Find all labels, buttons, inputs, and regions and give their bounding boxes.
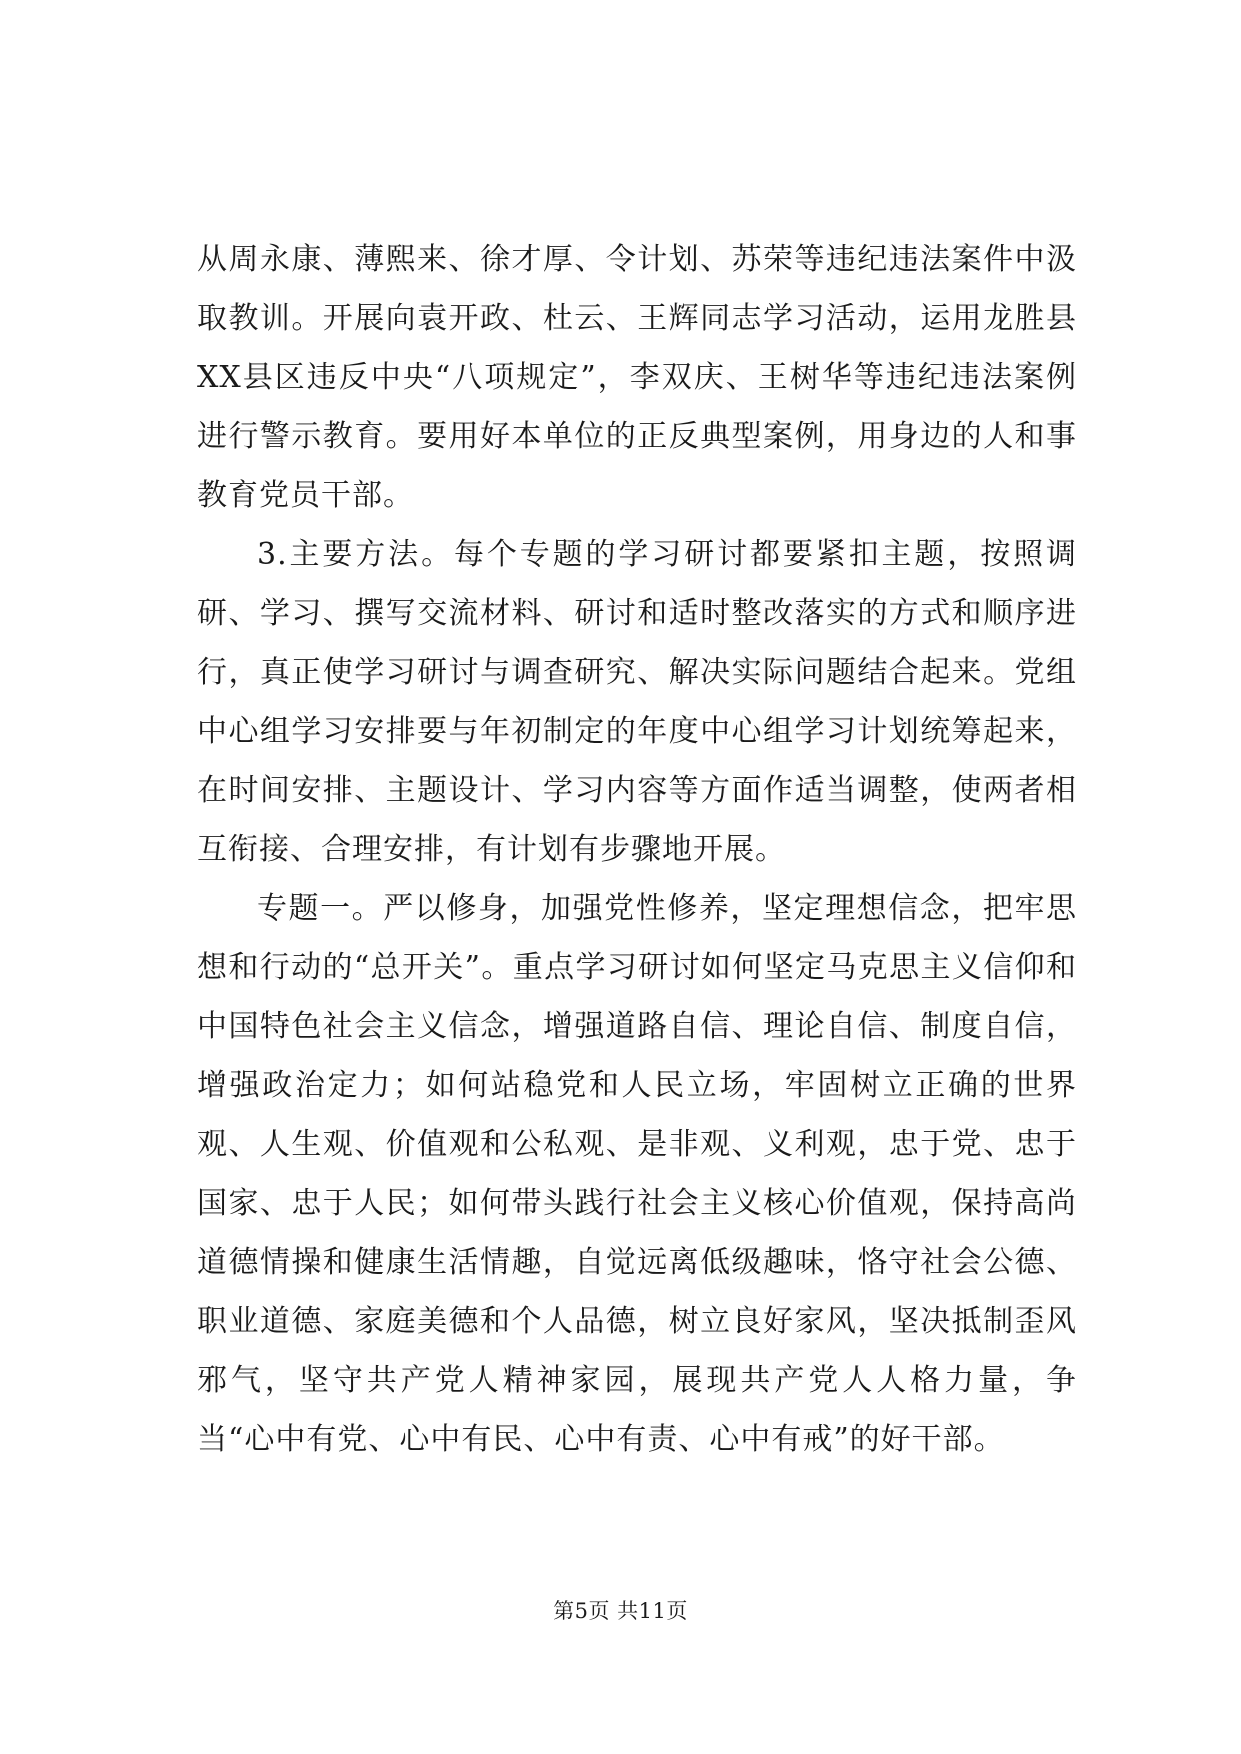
paragraph-topic-one: 专题一。严以修身，加强党性修养，坚定理想信念，把牢思想和行动的“总开关”。重点学习研讨如何坚定马克思主义信仰和中国特色社会主义信念，增强道路自信、理论自信、制度自信，增强政治定力；如何站稳党和人民立场，牢固树立正确的世界观、人生观、价值观和公私观、是非观、义利观，忠于党、忠于国家、忠于人民；如何带头践行社会主义核心价值观，保持高尚道德情操和健康生活情趣，自觉远离低级趣味，恪守社会公德、职业道德、家庭美德和个人品德，树立良好家风，坚决抵制歪风邪气，坚守共产党人精神家园，展现共产党人人格力量，争当“心中有党、心中有民、心中有责、心中有戒”的好干部。 bbox=[197, 891, 1077, 1457]
page-footer: 第5页 共11页 bbox=[553, 1599, 688, 1623]
paragraph-lessons: 从周永康、薄熙来、徐才厚、令计划、苏荣等违纪违法案件中汲取教训。开展向袁开政、杜云、王辉同志学习活动，运用龙胜县XX县区违反中央“八项规定”，李双庆、王树华等违纪违法案例进行警示教育。要用好本单位的正反典型案例，用身边的人和事教育党员干部。 bbox=[197, 242, 1077, 513]
document-body bbox=[197, 230, 1077, 1469]
paragraph-main-methods: 3.主要方法。每个专题的学习研讨都要紧扣主题，按照调研、学习、撰写交流材料、研讨和适时整改落实的方式和顺序进行，真正使学习研讨与调查研究、解决实际问题结合起来。党组中心组学习安排要与年初制定的年度中心组学习计划统筹起来，在时间安排、主题设计、学习内容等方面作适当调整，使两者相互衔接、合理安排，有计划有步骤地开展。 bbox=[197, 537, 1077, 867]
